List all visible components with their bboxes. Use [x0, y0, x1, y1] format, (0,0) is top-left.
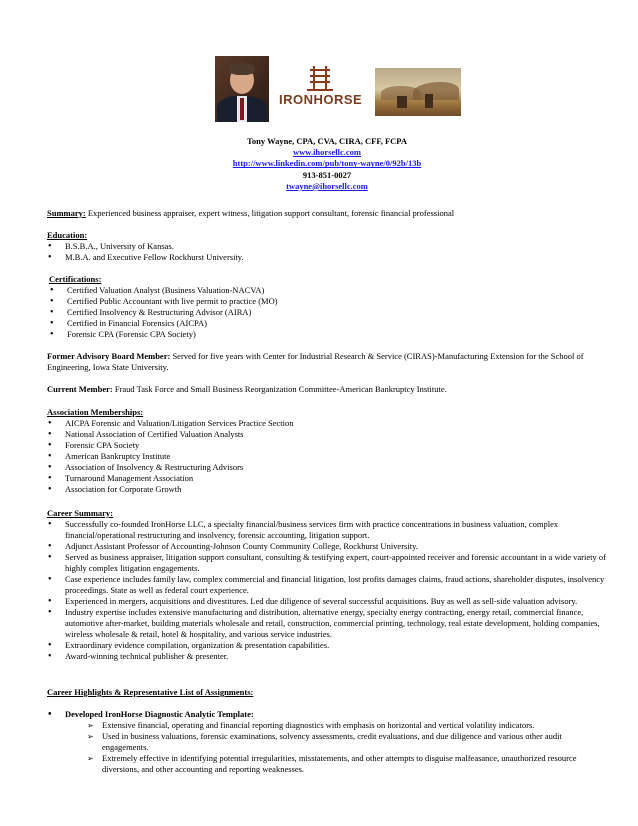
- portrait-photo: [215, 56, 269, 122]
- certifications-section: [49, 274, 609, 340]
- header-images: [215, 56, 555, 124]
- list-item: • Certified Valuation Analyst (Business Valuation-NACVA): [49, 285, 609, 296]
- career-summary-heading: Career Summary:: [47, 508, 114, 518]
- list-item: • Certified in Financial Forensics (AICPA): [49, 318, 609, 329]
- list-item: • Forensic CPA Society: [47, 440, 607, 451]
- summary-text: Experienced business appraiser, expert witness, litigation support consultant, forensic financial professional: [85, 208, 455, 218]
- list-item: • American Bankruptcy Institute: [47, 451, 607, 462]
- email-link[interactable]: twayne@ihorsellc.com: [286, 180, 368, 191]
- highlights-heading: Career Highlights & Representative List of Assignments:: [47, 687, 254, 697]
- list-item: • Turnaround Management Association: [47, 473, 607, 484]
- highlights-section: [47, 687, 607, 775]
- list-item: • Certified Public Accountant with live permit to practice (MO): [49, 296, 609, 307]
- list-item: • AICPA Forensic and Valuation/Litigation Services Practice Section: [47, 418, 607, 429]
- list-item: • Successfully co-founded IronHorse LLC, a specialty financial/business services firm with practice concentrations in business valuation, complex financial/operational restructuring and insolvency, forensic accounting, litigation support.: [47, 519, 607, 541]
- associations-heading: Association Memberships:: [47, 407, 144, 417]
- advisory-label: Former Advisory Board Member:: [47, 351, 171, 361]
- current-member-label: Current Member:: [47, 384, 113, 394]
- person-name: Tony Wayne, CPA, CVA, CIRA, CFF, FCPA: [246, 136, 408, 146]
- associations-section: [47, 407, 607, 495]
- career-summary-section: [47, 508, 607, 662]
- list-item: • Served as business appraiser, litigation support consultant, consulting & testifying expert, court-appointed receiver and forensic accountant in a wide variety of highly complex litigation engagements.: [47, 552, 607, 574]
- logo-text: IRONHORSE: [279, 92, 363, 107]
- summary-label: Summary:: [47, 208, 86, 218]
- list-item: ➢ Extremely effective in identifying potential irregularities, misstatements, and other attempts to disguise malfeasance, unauthorized resource diversions, and other accounting and reporting weaknesses.: [87, 753, 607, 775]
- highlight-item-title: • Developed IronHorse Diagnostic Analytic Template:: [47, 709, 607, 720]
- ironhorse-logo: [279, 64, 361, 120]
- current-member-section: [47, 384, 607, 395]
- list-item: • Certified Insolvency & Restructuring Advisor (AIRA): [49, 307, 609, 318]
- certifications-heading: Certifications:: [49, 274, 102, 284]
- list-item: • Association of Insolvency & Restructuring Advisors: [47, 462, 607, 473]
- linkedin-link[interactable]: http://www.linkedin.com/pub/tony-wayne/0/92b/13b: [232, 158, 422, 169]
- list-item: • Association for Corporate Growth: [47, 484, 607, 495]
- list-item: • M.B.A. and Executive Fellow Rockhurst University.: [47, 252, 607, 263]
- summary-section: [47, 208, 607, 219]
- advisory-section: [47, 351, 607, 373]
- list-item: • Award-winning technical publisher & presenter.: [47, 651, 607, 662]
- advisory-text: Served for five years with Center for Industrial Research & Service (CIRAS)-Manufacturing Extension for the School of Engineering, Iowa State University.: [47, 351, 584, 372]
- list-item: • Adjunct Assistant Professor of Accounting-Johnson County Community College, Rockhurst University.: [47, 541, 607, 552]
- list-item: • Experienced in mergers, acquisitions and divestitures. Led due diligence of several successful acquisitions. Buy as well as sell-side valuation advisory.: [47, 596, 607, 607]
- list-item: • Case experience includes family law, complex commercial and financial litigation, lost profits damages claims, fraud actions, shareholder disputes, insolvency proceedings. State as well as federal court experience.: [47, 574, 607, 596]
- education-section: [47, 230, 607, 263]
- list-item: • B.S.B.A., University of Kansas.: [47, 241, 607, 252]
- western-painting-image: [375, 68, 461, 116]
- list-item: • Extraordinary evidence compilation, organization & presentation capabilities.: [47, 640, 607, 651]
- current-member-text: Fraud Task Force and Small Business Reorganization Committee-American Bankruptcy Institute.: [112, 384, 447, 394]
- list-item: ➢ Extensive financial, operating and financial reporting diagnostics with emphasis on horizontal and vertical volatility indicators.: [87, 720, 607, 731]
- ironhorse-logo-mark-icon: [305, 64, 335, 92]
- list-item: ➢ Used in business valuations, forensic examinations, solvency assessments, credit evaluations, and due diligence and various other audit engagements.: [87, 731, 607, 753]
- list-item: • Industry expertise includes extensive manufacturing and distribution, alternative energy, specialty energy contracting, energy retail, commercial finance, automotive after-market, building materials wholesale and retail, construction, commercial printing, technology, real estate development, holding companies, wireless wholesale & retail, hotel & hospitality, and various service industries.: [47, 607, 607, 640]
- phone-number: 913-851-0027: [302, 169, 352, 180]
- contact-block: [47, 136, 607, 192]
- list-item: • National Association of Certified Valuation Analysts: [47, 429, 607, 440]
- education-heading: Education:: [47, 230, 88, 240]
- list-item: • Forensic CPA (Forensic CPA Society): [49, 329, 609, 340]
- website-link[interactable]: www.ihorsellc.com: [293, 147, 361, 158]
